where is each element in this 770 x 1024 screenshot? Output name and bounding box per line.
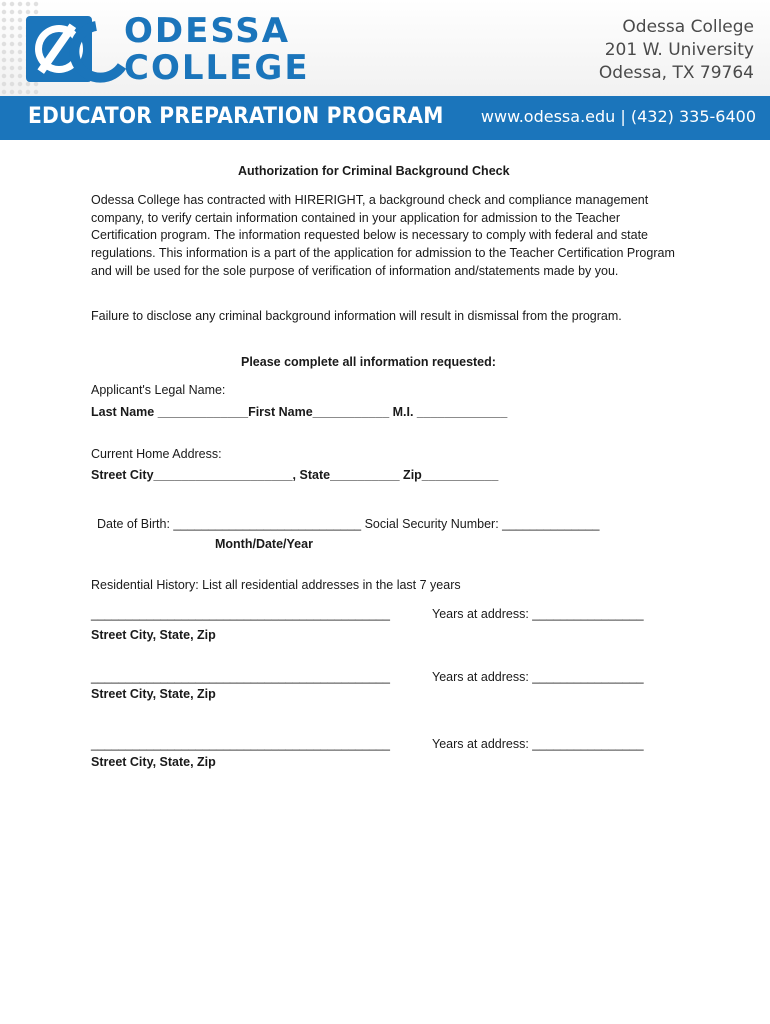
- legal-name-label: Applicant's Legal Name:: [91, 383, 226, 397]
- history-address-caption: Street City, State, Zip: [91, 628, 216, 642]
- address-fields-line[interactable]: Street City____________________, State__________ Zip___________: [91, 468, 499, 482]
- college-address: [599, 16, 754, 85]
- address-line-1: Odessa College: [622, 17, 754, 37]
- history-years-field[interactable]: Years at address: ________________: [432, 737, 644, 751]
- dob-format-caption: Month/Date/Year: [215, 537, 313, 551]
- history-address-line[interactable]: ___________________________________________: [91, 737, 390, 751]
- logo-wordmark-college: COLLEGE: [124, 48, 310, 88]
- history-address-line[interactable]: ___________________________________________: [91, 607, 390, 621]
- form-title: Authorization for Criminal Background Check: [238, 164, 510, 178]
- history-address-caption: Street City, State, Zip: [91, 755, 216, 769]
- intro-paragraph: Odessa College has contracted with HIRERIGHT, a background check and compliance management company, to verify certain information contained in your application for admission to the Teacher Certification program. The information requested below is necessary to comply with federal and state regulations. This information is a part of the application for admission to the Teacher Certification Program and will be used for the sole purpose of verification of information and/statements made by you.: [91, 193, 675, 278]
- letterhead: [0, 0, 770, 96]
- name-fields-line[interactable]: Last Name _____________First Name___________ M.I. _____________: [91, 405, 508, 419]
- odessa-college-logo-icon: [26, 14, 126, 84]
- program-title: EDUCATOR PREPARATION PROGRAM: [28, 104, 444, 129]
- history-years-field[interactable]: Years at address: ________________: [432, 607, 644, 621]
- history-address-caption: Street City, State, Zip: [91, 687, 216, 701]
- warning-paragraph: Failure to disclose any criminal background information will result in dismissal from the program.: [91, 309, 622, 323]
- logo-wordmark-odessa: ODESSA: [124, 11, 291, 51]
- dob-ssn-line[interactable]: Date of Birth: ___________________________ Social Security Number: ______________: [97, 517, 600, 531]
- history-years-field[interactable]: Years at address: ________________: [432, 670, 644, 684]
- address-line-3: Odessa, TX 79764: [598, 63, 754, 83]
- program-banner: [0, 96, 770, 140]
- history-address-line[interactable]: ___________________________________________: [91, 670, 390, 684]
- residential-history-label: Residential History: List all residential addresses in the last 7 years: [91, 578, 461, 592]
- address-line-2: 201 W. University: [604, 40, 754, 60]
- contact-info: www.odessa.edu | (432) 335-6400: [480, 107, 756, 126]
- instruction-heading: Please complete all information requested:: [241, 355, 496, 369]
- home-address-label: Current Home Address:: [91, 447, 222, 461]
